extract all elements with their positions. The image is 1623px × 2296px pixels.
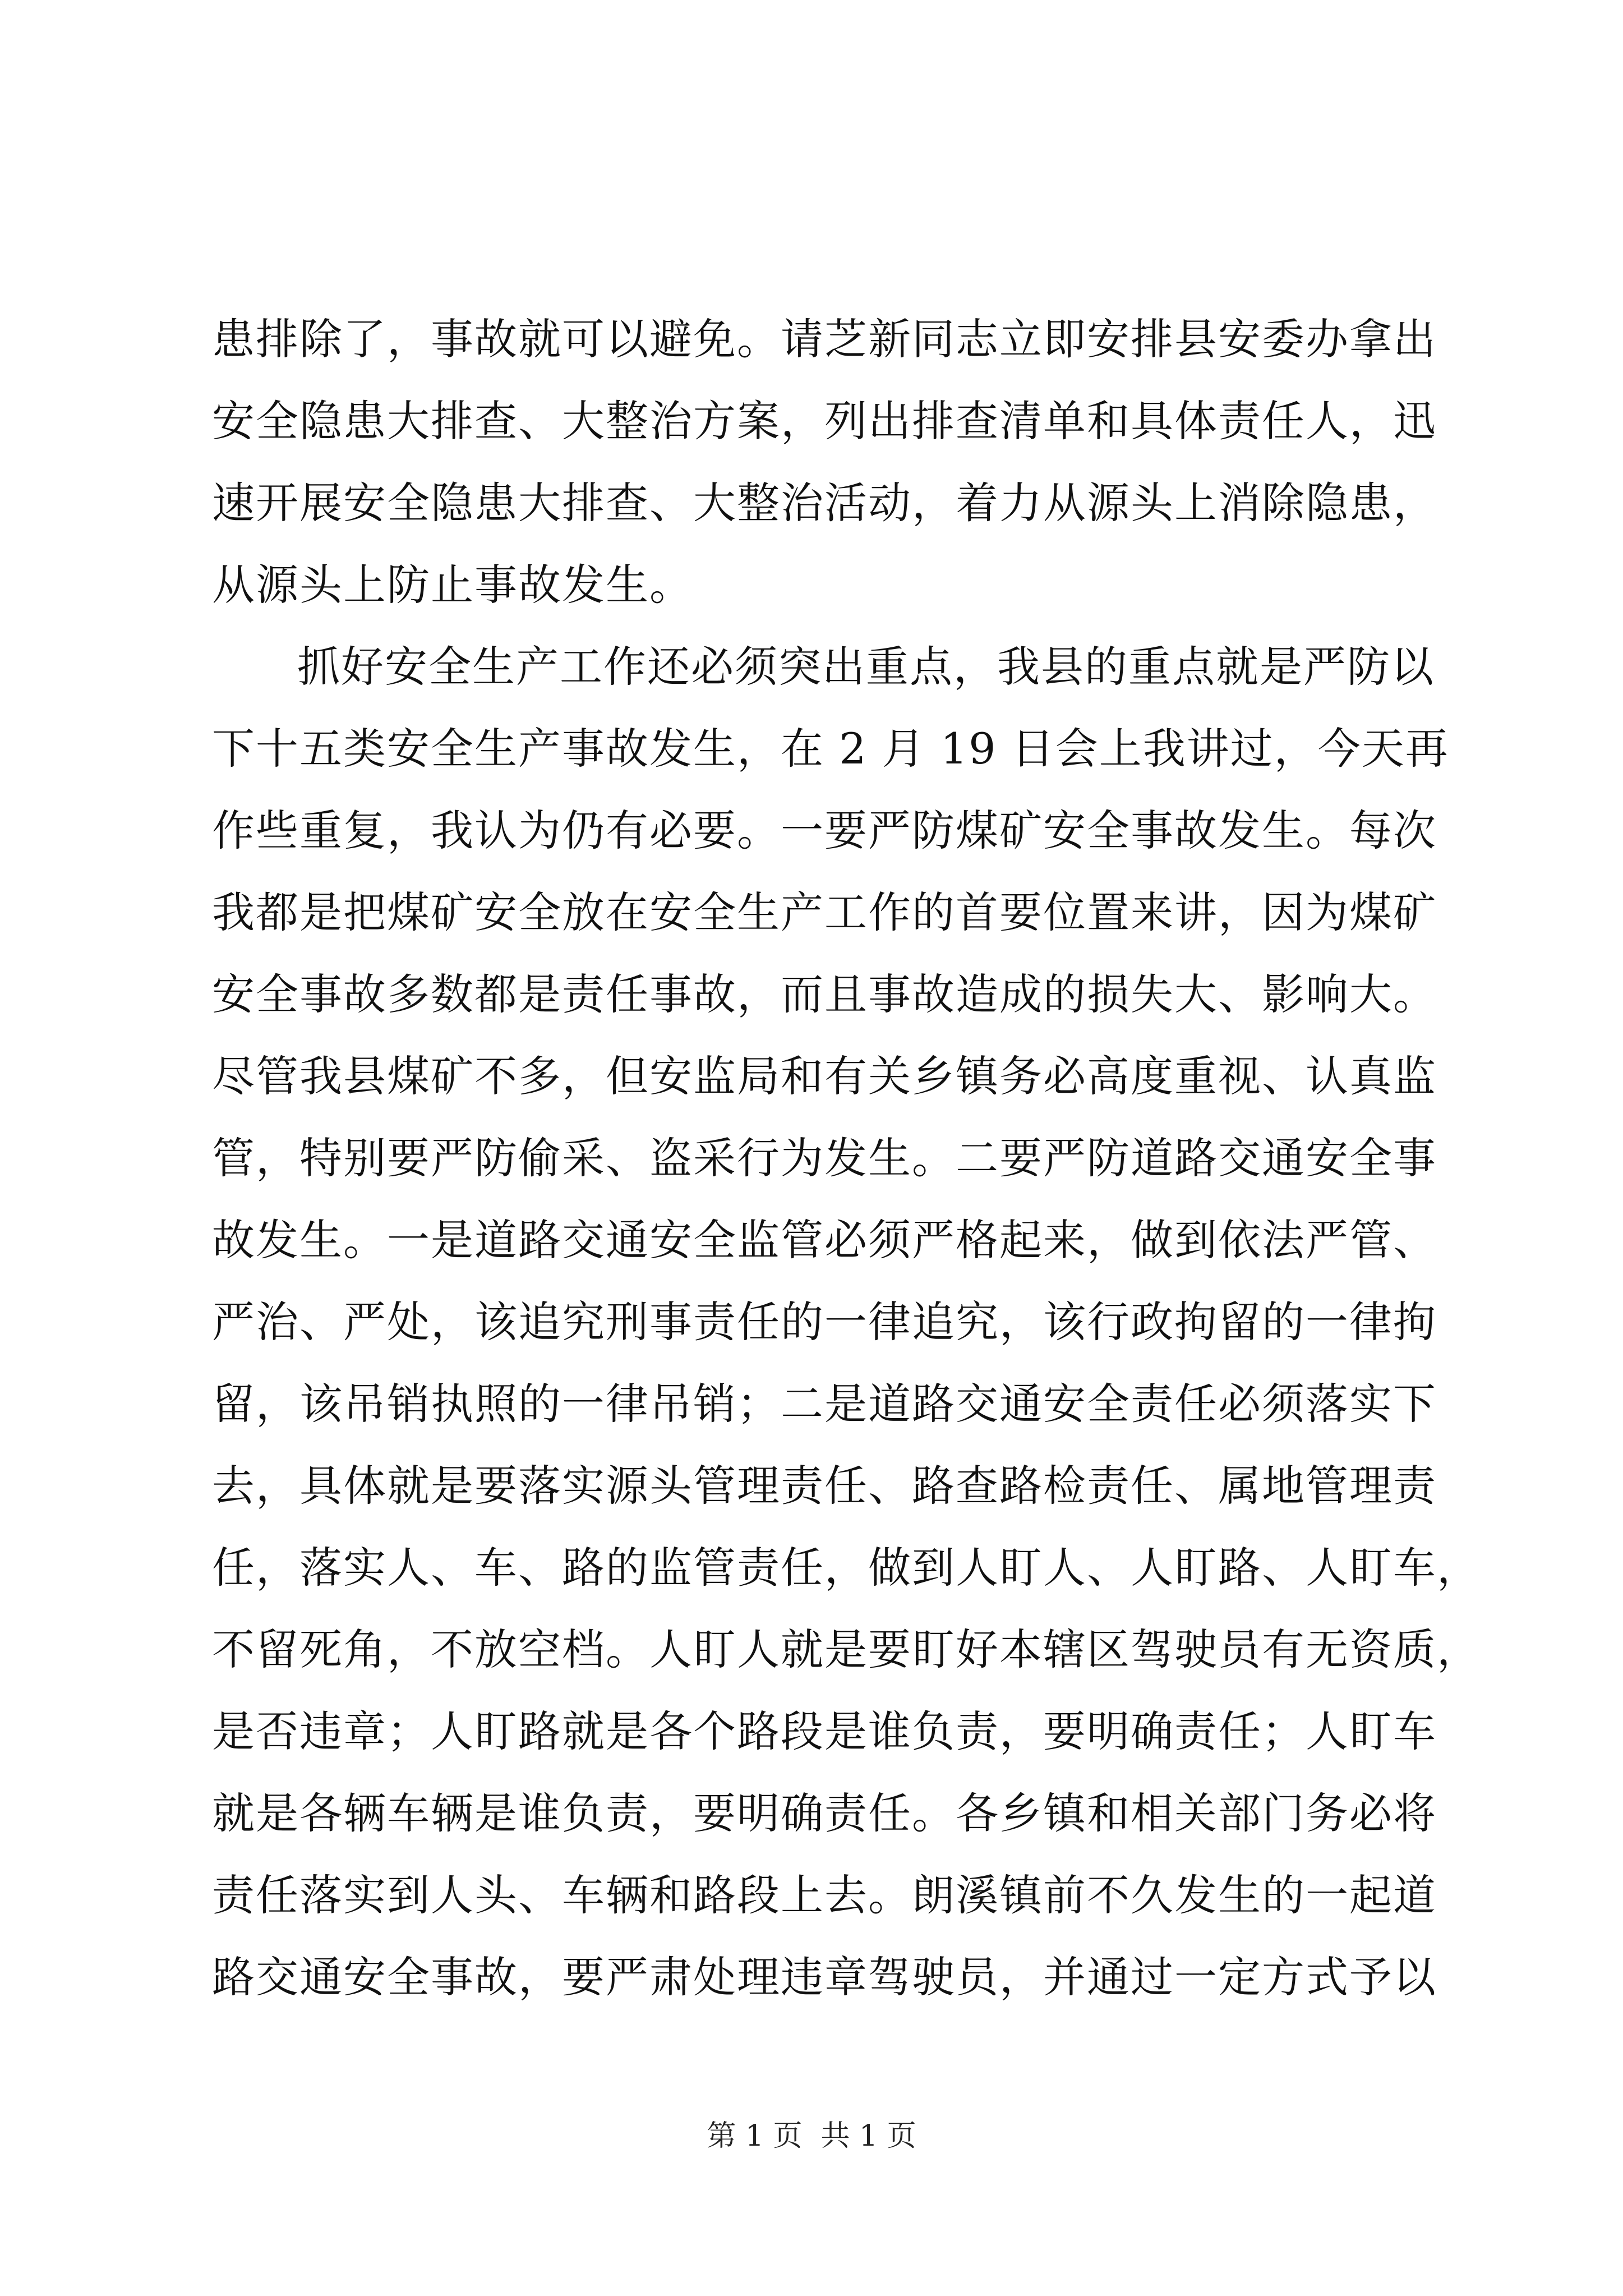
text-line: 故发生。一是道路交通安全监管必须严格起来，做到依法严管、 <box>212 1215 1437 1265</box>
text-line: 下十五类安全生产事故发生，在 2 月 19 日会上我讲过，今天再 <box>212 724 1449 774</box>
page-number-footer: 第 1 页 共 1 页 <box>707 2119 916 2153</box>
text-line: 严治、严处，该追究刑事责任的一律追究，该行政拘留的一律拘 <box>212 1297 1437 1347</box>
text-line: 不留死角，不放空档。人盯人就是要盯好本辖区驾驶员有无资质， <box>212 1625 1481 1674</box>
paragraph-first-line: 抓好安全生产工作还必须突出重点，我县的重点就是严防以 <box>297 642 1435 692</box>
text-line: 安全隐患大排查、大整治方案，列出排查清单和具体责任人，迅 <box>212 396 1437 446</box>
text-line: 责任落实到人头、车辆和路段上去。朗溪镇前不久发生的一起道 <box>212 1870 1437 1920</box>
text-line: 管，特别要严防偷采、盗采行为发生。二要严防道路交通安全事 <box>212 1133 1437 1183</box>
text-line: 是否违章；人盯路就是各个路段是谁负责，要明确责任；人盯车 <box>212 1706 1437 1756</box>
text-line: 速开展安全隐患大排查、大整治活动，着力从源头上消除隐患， <box>212 478 1437 528</box>
text-line: 去，具体就是要落实源头管理责任、路查路检责任、属地管理责 <box>212 1461 1437 1511</box>
text-line: 尽管我县煤矿不多，但安监局和有关乡镇务必高度重视、认真监 <box>212 1051 1437 1101</box>
text-line: 从源头上防止事故发生。 <box>212 560 693 610</box>
text-line: 安全事故多数都是责任事故，而且事故造成的损失大、影响大。 <box>212 969 1437 1019</box>
text-line: 作些重复，我认为仍有必要。一要严防煤矿安全事故发生。每次 <box>212 806 1437 855</box>
text-line: 任，落实人、车、路的监管责任，做到人盯人、人盯路、人盯车， <box>212 1543 1481 1593</box>
text-line: 患排除了，事故就可以避免。请芝新同志立即安排县安委办拿出 <box>212 314 1437 364</box>
text-line: 留，该吊销执照的一律吊销；二是道路交通安全责任必须落实下 <box>212 1379 1437 1429</box>
text-line: 我都是把煤矿安全放在安全生产工作的首要位置来讲，因为煤矿 <box>212 887 1437 937</box>
text-line: 路交通安全事故，要严肃处理违章驾驶员，并通过一定方式予以 <box>212 1952 1437 2002</box>
body-text <box>212 298 1481 2018</box>
text-line: 就是各辆车辆是谁负责，要明确责任。各乡镇和相关部门务必将 <box>212 1788 1437 1838</box>
